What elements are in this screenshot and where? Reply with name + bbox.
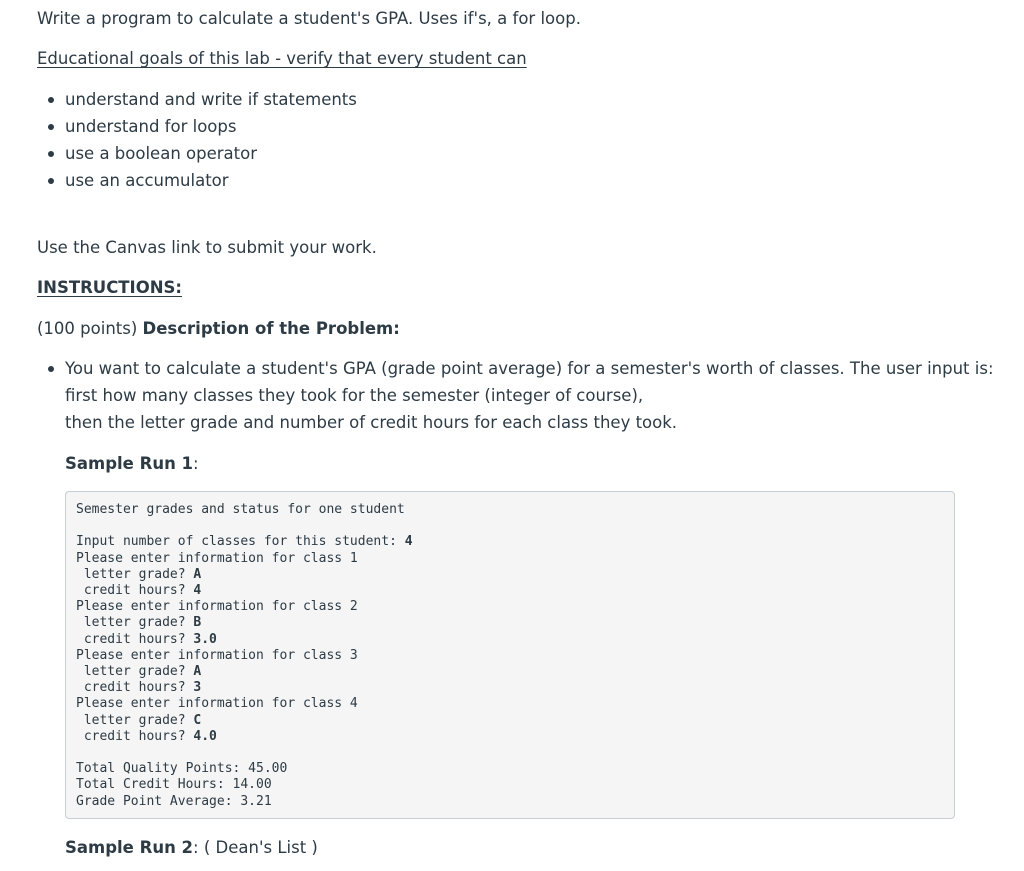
sample-run-1-label: Sample Run 1: [65,454,199,473]
user-input: 4 [193,583,202,599]
goal-item: use a boolean operator [37,143,357,170]
goals-list [37,89,357,197]
sample-run-2-label: Sample Run 2: ( Dean's List ) [65,838,318,857]
problem-line: then the letter grade and number of credit hours for each class they took. [65,413,678,432]
problem-line: You want to calculate a student's GPA (grade point average) for a semester's worth of classes. The user input is: [65,359,994,378]
problem-title [37,318,400,340]
goal-item: understand for loops [37,116,357,143]
instructions-heading: INSTRUCTIONS: [37,278,183,297]
code-header: Semester grades and status for one student [76,502,405,517]
user-input: C [193,712,202,728]
total-credit-hours: Total Credit Hours: 14.00 [76,777,272,793]
user-input: 4.0 [193,728,217,744]
user-input: A [193,664,202,680]
goal-item: use an accumulator [37,170,357,197]
total-quality-points: Total Quality Points: 45.00 [76,761,288,777]
user-input: A [193,566,202,582]
user-input: 3 [193,680,202,696]
goals-heading: Educational goals of this lab - verify that every student can [37,49,527,68]
problem-points: (100 points) [37,319,138,338]
problem-line: first how many classes they took for the semester (integer of course), [65,386,644,405]
user-input: 4 [404,534,413,550]
problem-heading: Description of the Problem: [142,319,400,338]
bullet-dot [48,366,54,372]
grade-point-average: Grade Point Average: 3.21 [76,793,272,809]
intro-text: Write a program to calculate a student's GPA. Uses if's, a for loop. [37,9,581,28]
goal-item: understand and write if statements [37,89,357,116]
user-input: 3.0 [193,631,217,647]
canvas-note: Use the Canvas link to submit your work. [37,238,377,257]
user-input: B [193,615,202,631]
sample-run-1-output: Semester grades and status for one student Input number of classes for this student: 4 Please enter information for class 1 letter grade? A credit hours? 4 Please enter information for class 2 letter grade? B credit hours? 3.0 Please enter information for class 3 letter grade? A credit hours? 3 Please enter information for class 4 letter grade? C credit hours? 4.0 Total Quality Points: 45.00 Total Credit Hours: 14.00 Grade Point Average: 3.21 [65,491,955,819]
